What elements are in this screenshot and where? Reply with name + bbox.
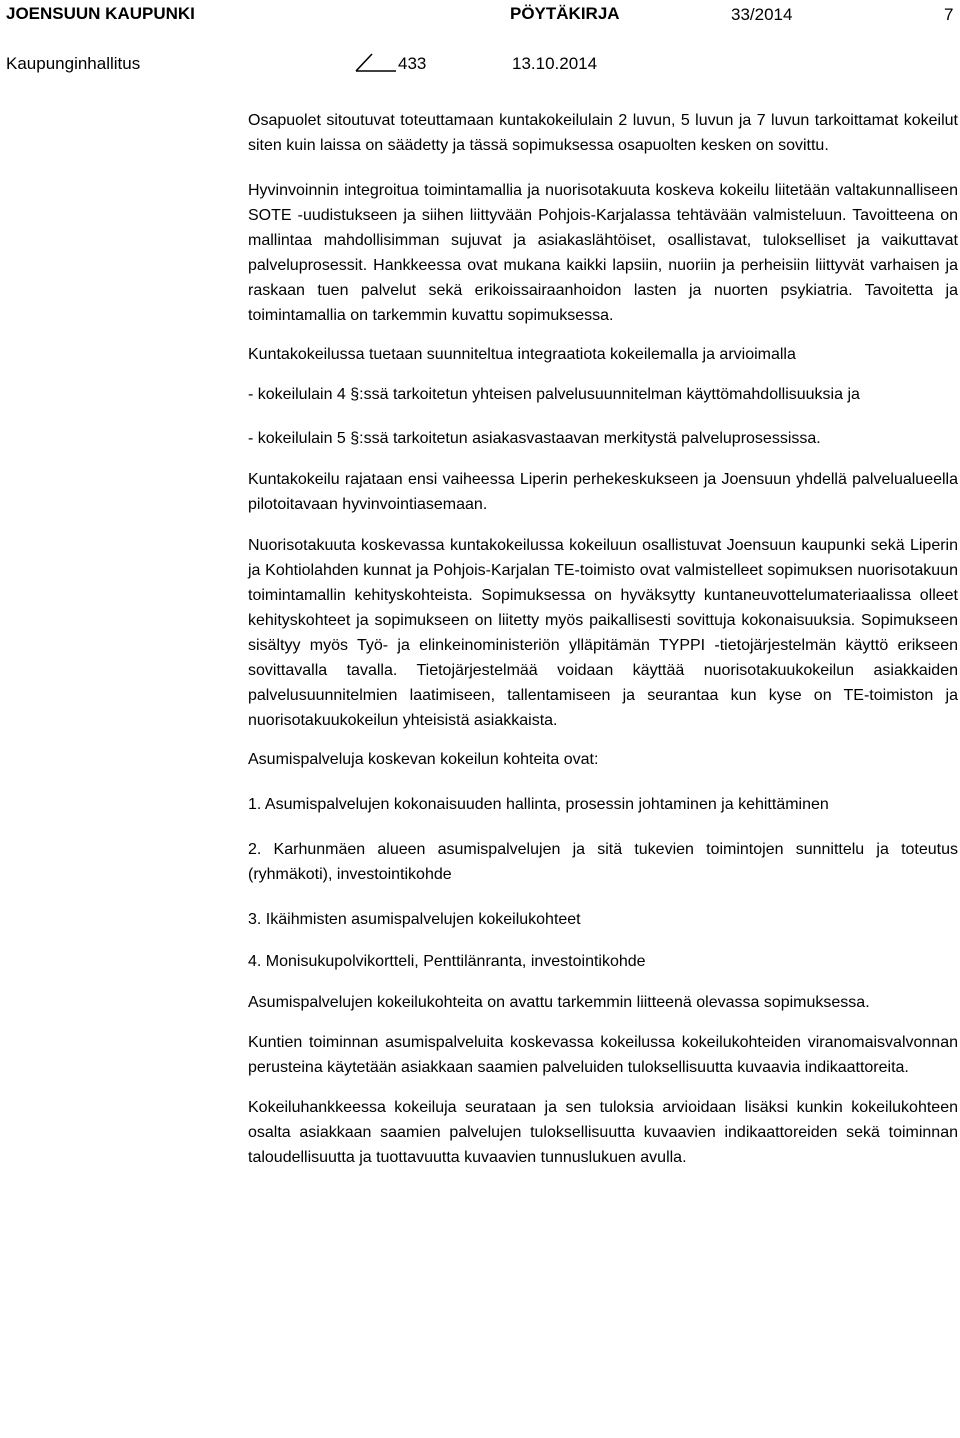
paragraph-youth-guarantee: Nuorisotakuuta koskevassa kuntakokeilussa kokeiluun osallistuvat Joensuun kaupunki sekä Liperin ja Kohtiolahden kunnat ja Pohjois-Karjalan TE-toimisto ovat valmistelleet sopimuksen nuorisotakuun toimintamallin kehityskohteista. Sopimuksessa on hyväksytty kuntaneuvottelumateriaalissa olleet kehityskohteet ja sopimukseen on liitetty myös paikallisesti sovittuja kokonaisuuksia. Sopimukseen sisältyy myös Työ- ja elinkeinoministeriön ylläpitämän TYPPI -tietojärjestelmän käyttö erikseen sovittavalla tavalla. Tietojärjestelmää voidaan käyttää nuorisotakuukokeilun asiakkaiden palvelusuunnitelmien laatimiseen, tallentamiseen ja seurantaa kun kyse on TE-toimiston ja nuorisotakuukokeilun yhteisistä asiakkaista. [248,537,958,729]
page-number: 7 [944,5,954,24]
list-item: 2. Karhunmäen alueen asumispalvelujen ja sitä tukevien toimintojen sunnittelu ja toteutus (ryhmäkoti), investointikohde [248,841,958,883]
section-number: 433 [398,54,427,73]
list-item: 3. Ikäihmisten asumispalvelujen kokeilukohteet [248,911,581,928]
meeting-date: 13.10.2014 [512,54,598,73]
document-type: PÖYTÄKIRJA [510,4,620,23]
paragraph-supervision: Kuntien toiminnan asumispalveluita koskevassa kokeilussa kokeilukohteiden viranomaisvalvonnan perusteina käytetään asiakkaan saamien palveluiden tuloksellisuutta kuvaavia indikaattoreita. [248,1034,958,1076]
list-item: 1. Asumispalvelujen kokonaisuuden hallinta, prosessin johtaminen ja kehittäminen [248,796,829,813]
paragraph-housing-intro: Asumispalveluja koskevan kokeilun kohteita ovat: [248,751,599,768]
document-header [0,0,960,80]
paragraph-obligations: Osapuolet sitoutuvat toteuttamaan kuntakokeilulain 2 luvun, 5 luvun ja 7 luvun tarkoittamat kokeilut siten kuin laissa on säädetty ja tässä sopimuksessa osapuolten kesken on sovittu. [248,112,958,154]
org-name: JOENSUUN KAUPUNKI [6,4,195,23]
paragraph-evaluation: Kokeiluhankkeessa kokeiluja seurataan ja sen tuloksia arvioidaan lisäksi kunkin kokeilukohteen osalta asiakkaan saamien palvelujen tuloksellisuutta kuvaavien indikaattoreiden sekä toiminnan taloudellisuutta ja tuottavuutta kuvaavien tunnuslukuen avulla. [248,1099,958,1166]
paragraph-housing-details: Asumispalvelujen kokeilukohteita on avattu tarkemmin liitteenä olevassa sopimuksessa. [248,994,870,1011]
paragraph-pilot-scope: Kuntakokeilu rajataan ensi vaiheessa Liperin perhekeskukseen ja Joensuun yhdellä palvelualueella pilotoitavaan hyvinvointiasemaan. [248,471,958,513]
list-item: - kokeilulain 4 §:ssä tarkoitetun yhteisen palvelusuunnitelman käyttömahdollisuuksia ja [248,386,860,403]
document-body [248,108,958,1170]
paragraph-pilot-support: Kuntakokeilussa tuetaan suunniteltua integraatiota kokeilemalla ja arvioimalla [248,346,796,363]
list-item: - kokeilulain 5 §:ssä tarkoitetun asiakasvastaavan merkitystä palveluprosessissa. [248,430,821,447]
document-number: 33/2014 [731,5,793,24]
body-name: Kaupunginhallitus [6,54,141,73]
paragraph-integrated-model: Hyvinvoinnin integroitua toimintamallia ja nuorisotakuuta koskeva kokeilu liitetään valtakunnalliseen SOTE -uudistukseen ja siihen liittyvään Pohjois-Karjalassa tehtävään valmisteluun. Tavoitteena on mallintaa mahdollisimman sujuvat ja asiakaslähtöiset, osallistavat, tulokselliset ja vaikuttavat palveluprosessit. Hankkeessa ovat mukana kaikki lapsiin, nuoriin ja perheisiin liittyvät varhaisen ja raskaan tuen palvelut sekä erikoissairaanhoidon lasten ja nuorten psykiatria. Tavoitetta ja toimintamallia on tarkemmin kuvattu sopimuksessa. [248,182,958,324]
section-sign-icon [352,50,400,74]
list-item: 4. Monisukupolvikortteli, Penttilänranta, investointikohde [248,953,646,970]
